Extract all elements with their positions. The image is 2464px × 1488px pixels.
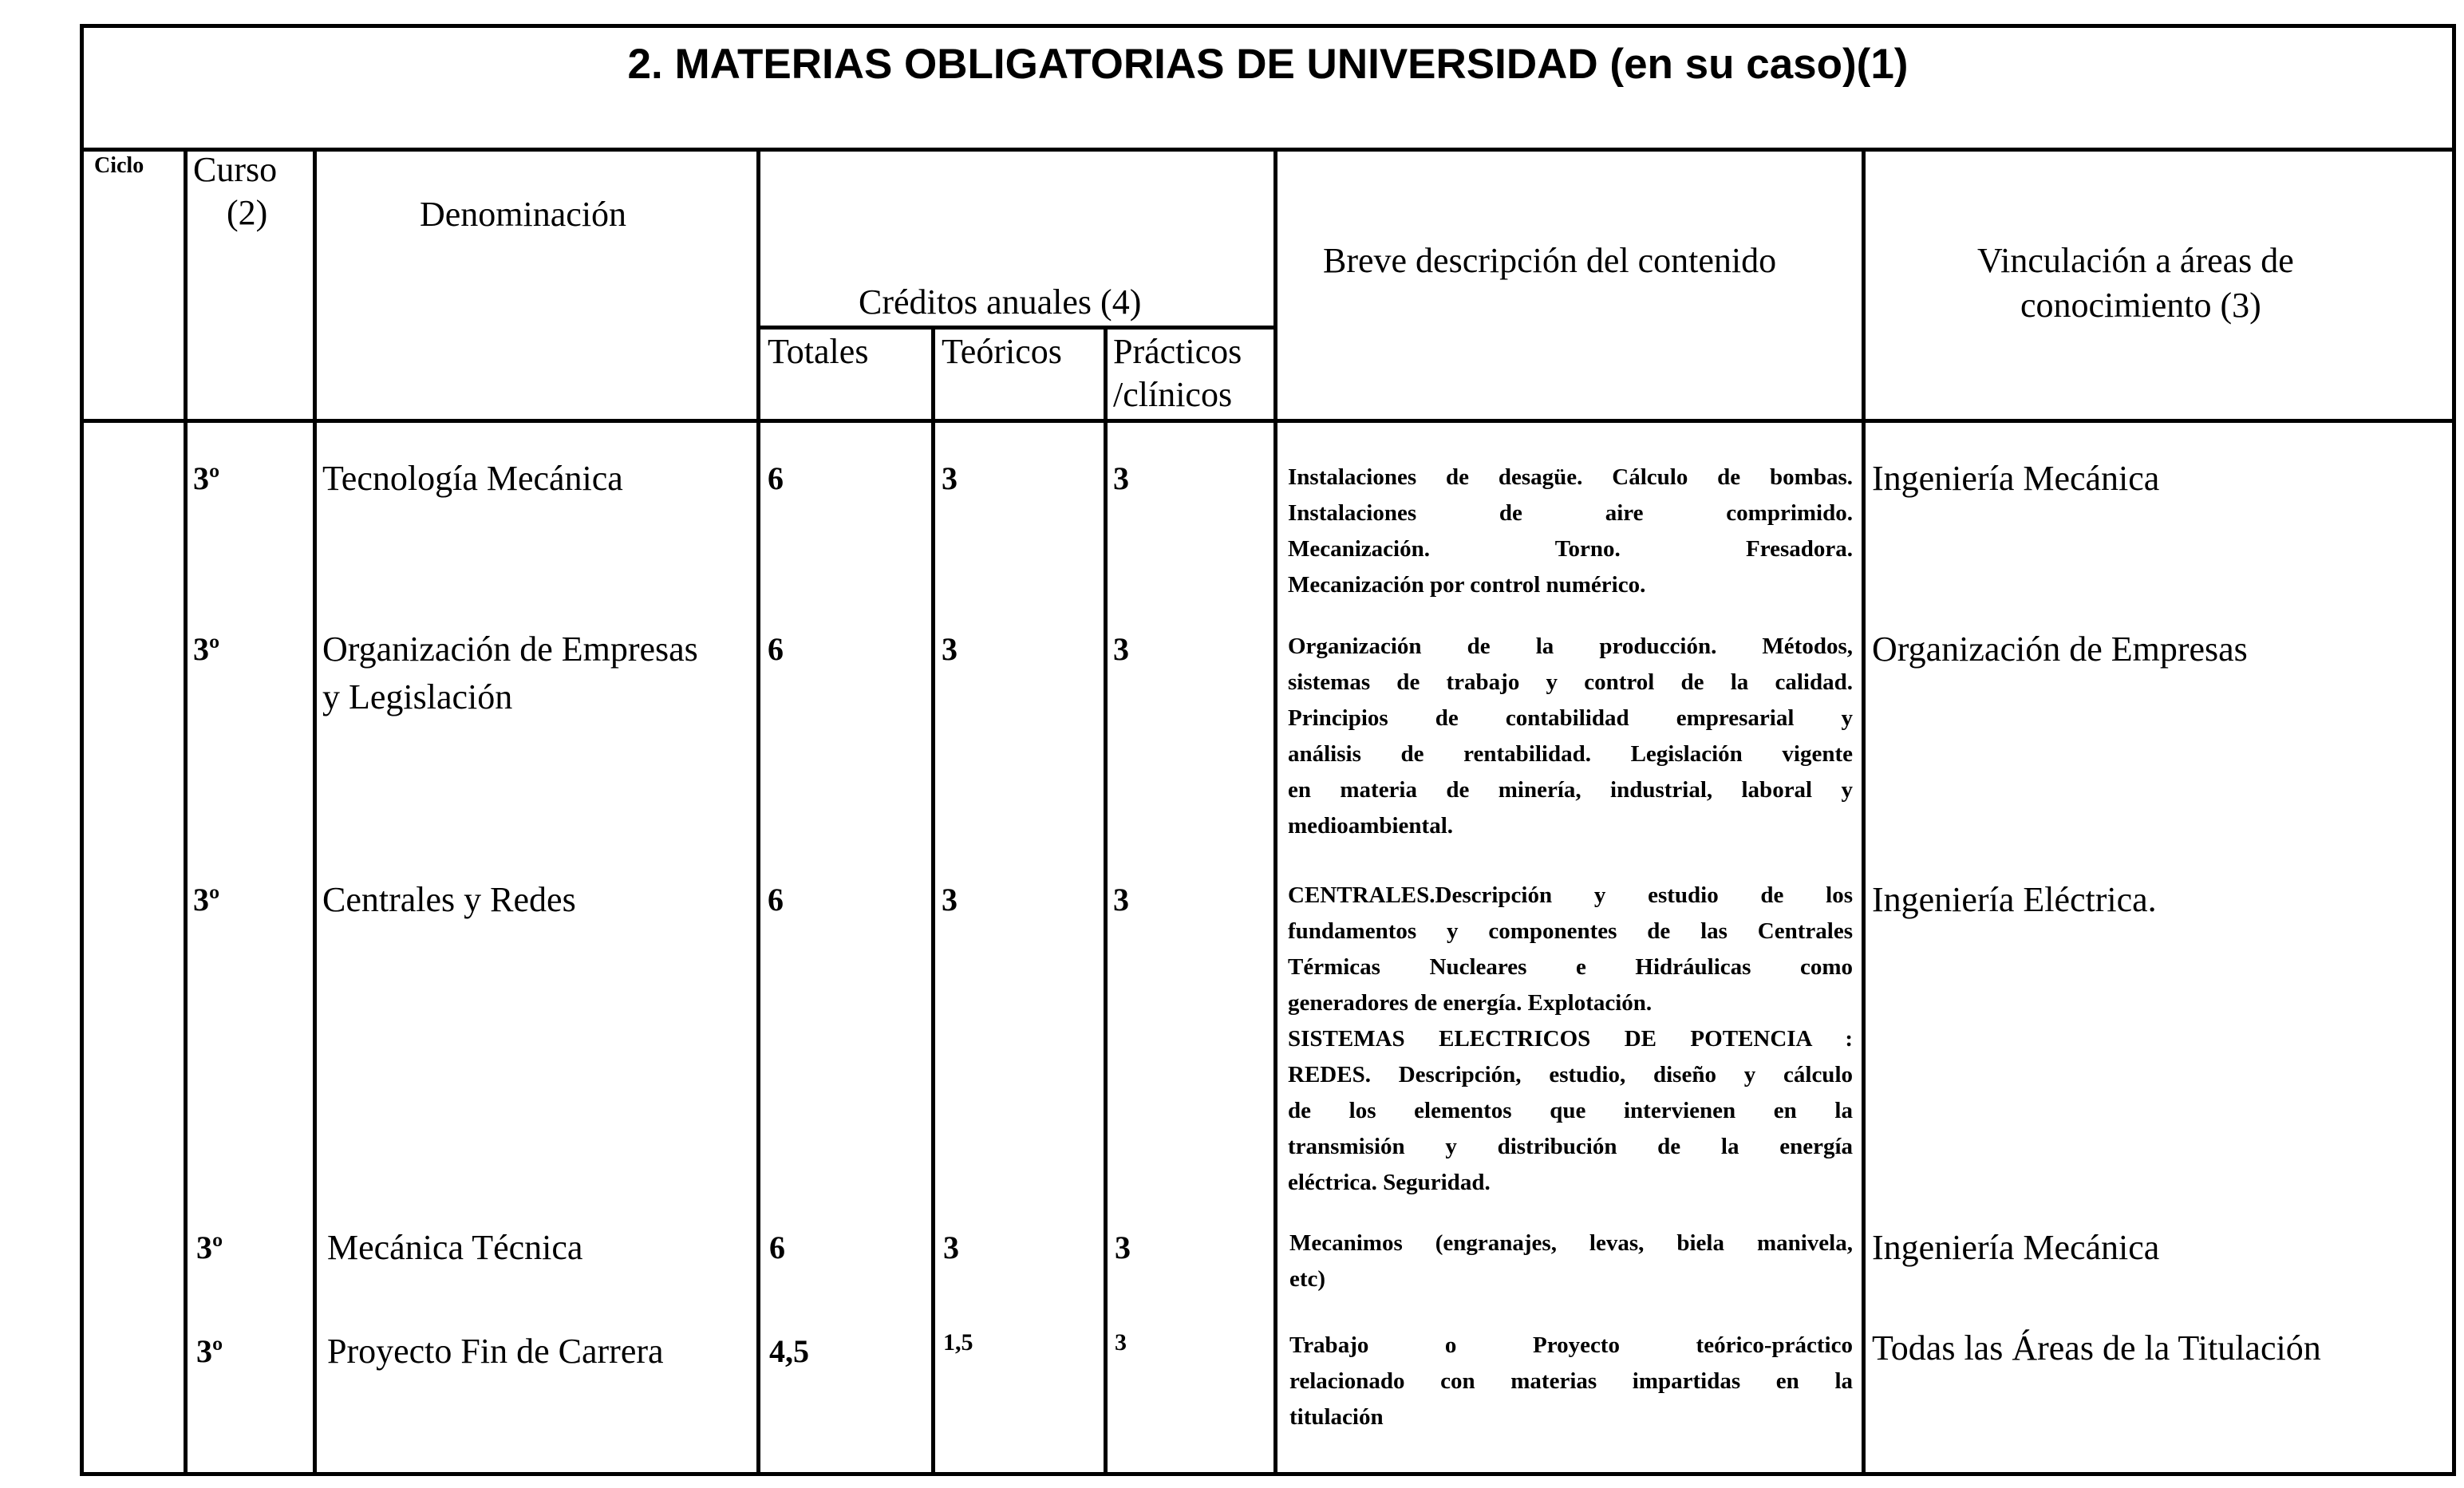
- row-teoricos: 3: [942, 460, 958, 496]
- row-totales: 6: [768, 882, 784, 918]
- row-area: Ingeniería Mecánica: [1872, 459, 2160, 498]
- header-denominacion: Denominación: [420, 195, 627, 234]
- desc-line: transmisión y distribución de la energía: [1288, 1134, 1853, 1159]
- row-curso: 3º: [193, 460, 220, 496]
- desc-line: etc): [1289, 1266, 1326, 1292]
- row-curso: 3º: [196, 1229, 223, 1265]
- row-practicos: 3: [1113, 460, 1129, 496]
- row-denominacion: Centrales y Redes: [322, 880, 576, 919]
- desc-line: medioambiental.: [1288, 813, 1454, 839]
- row-practicos: 3: [1115, 1329, 1127, 1356]
- col-divider-creditos: [1273, 148, 1277, 1476]
- row-teoricos: 3: [942, 882, 958, 918]
- col-divider-curso: [313, 148, 317, 1476]
- row-descripcion: [1288, 878, 1853, 1201]
- header-ciclo: Ciclo: [94, 153, 144, 178]
- row-denominacion: Organización de Empresas: [322, 630, 698, 669]
- header-creditos: Créditos anuales (4): [859, 282, 1142, 322]
- row-denominacion: Tecnología Mecánica: [322, 459, 623, 498]
- row-area: Organización de Empresas: [1872, 630, 2248, 669]
- header-curso-line2: (2): [227, 193, 268, 232]
- row-teoricos: 3: [942, 631, 958, 667]
- desc-line: Principios de contabilidad empresarial y: [1288, 705, 1853, 731]
- row-practicos: 3: [1113, 631, 1129, 667]
- header-totales: Totales: [768, 332, 869, 371]
- col-divider-denominacion: [756, 148, 760, 1476]
- creditos-sub-rule: [756, 326, 1273, 330]
- row-practicos: 3: [1115, 1229, 1131, 1265]
- row-totales: 6: [769, 1229, 785, 1265]
- desc-line: Mecanización por control numérico.: [1288, 572, 1646, 598]
- desc-line: generadores de energía. Explotación.: [1288, 990, 1653, 1016]
- desc-line: SISTEMAS ELECTRICOS DE POTENCIA :: [1288, 1026, 1853, 1052]
- col-divider-ciclo: [184, 148, 188, 1476]
- row-curso: 3º: [193, 882, 220, 918]
- col-divider-teoricos: [1104, 326, 1108, 1476]
- row-teoricos: 1,5: [943, 1329, 973, 1356]
- desc-line: REDES. Descripción, estudio, diseño y cálculo: [1288, 1062, 1853, 1087]
- page-title: 2. MATERIAS OBLIGATORIAS DE UNIVERSIDAD (en su caso)(1): [627, 41, 1909, 88]
- desc-line: Térmicas Nucleares e Hidráulicas como: [1288, 954, 1853, 980]
- header-vinculacion-line2: conocimiento (3): [2020, 286, 2261, 325]
- col-divider-descripcion: [1862, 148, 1866, 1476]
- row-descripcion: [1288, 629, 1853, 844]
- row-descripcion: [1288, 460, 1853, 603]
- row-curso: 3º: [193, 631, 220, 667]
- row-denominacion: y Legislación: [322, 677, 513, 716]
- desc-line: de los elementos que intervienen en la: [1288, 1098, 1853, 1123]
- desc-line: fundamentos y componentes de las Centrales: [1288, 918, 1853, 944]
- row-area: Ingeniería Mecánica: [1872, 1228, 2160, 1267]
- desc-line: en materia de minería, industrial, laboral y: [1288, 777, 1853, 803]
- desc-line: Trabajo o Proyecto teórico-práctico: [1289, 1332, 1853, 1358]
- row-descripcion: [1289, 1226, 1853, 1297]
- row-teoricos: 3: [943, 1229, 959, 1265]
- row-totales: 6: [768, 460, 784, 496]
- desc-line: eléctrica. Seguridad.: [1288, 1170, 1491, 1195]
- row-totales: 6: [768, 631, 784, 667]
- row-area: Todas las Áreas de la Titulación: [1872, 1328, 2321, 1368]
- row-curso: 3º: [196, 1333, 223, 1369]
- desc-line: Instalaciones de desagüe. Cálculo de bombas.: [1288, 464, 1853, 490]
- desc-line: Instalaciones de aire comprimido.: [1288, 500, 1853, 526]
- header-bottom-rule: [80, 419, 2456, 423]
- desc-line: Mecanización. Torno. Fresadora.: [1288, 536, 1853, 562]
- desc-line: CENTRALES.Descripción y estudio de los: [1288, 882, 1853, 908]
- row-descripcion: [1289, 1328, 1853, 1435]
- row-denominacion: Proyecto Fin de Carrera: [327, 1332, 664, 1371]
- header-descripcion: Breve descripción del contenido: [1323, 241, 1777, 280]
- header-practicos-line1: Prácticos: [1113, 332, 1242, 371]
- row-area: Ingeniería Eléctrica.: [1872, 880, 2157, 919]
- row-totales: 4,5: [769, 1333, 809, 1369]
- col-divider-totales: [931, 326, 935, 1476]
- header-curso-line1: Curso: [193, 150, 278, 189]
- desc-line: titulación: [1289, 1404, 1384, 1430]
- desc-line: Mecanimos (engranajes, levas, biela manivela,: [1289, 1230, 1853, 1256]
- row-practicos: 3: [1113, 882, 1129, 918]
- header-vinculacion-line1: Vinculación a áreas de: [1977, 241, 2294, 280]
- desc-line: sistemas de trabajo y control de la calidad.: [1288, 669, 1853, 695]
- desc-line: relacionado con materias impartidas en la: [1289, 1368, 1853, 1394]
- header-teoricos: Teóricos: [942, 332, 1062, 371]
- table-frame: [80, 148, 2456, 1476]
- desc-line: análisis de rentabilidad. Legislación vigente: [1288, 741, 1853, 767]
- row-denominacion: Mecánica Técnica: [327, 1228, 583, 1267]
- desc-line: Organización de la producción. Métodos,: [1288, 633, 1853, 659]
- header-practicos-line2: /clínicos: [1113, 375, 1233, 414]
